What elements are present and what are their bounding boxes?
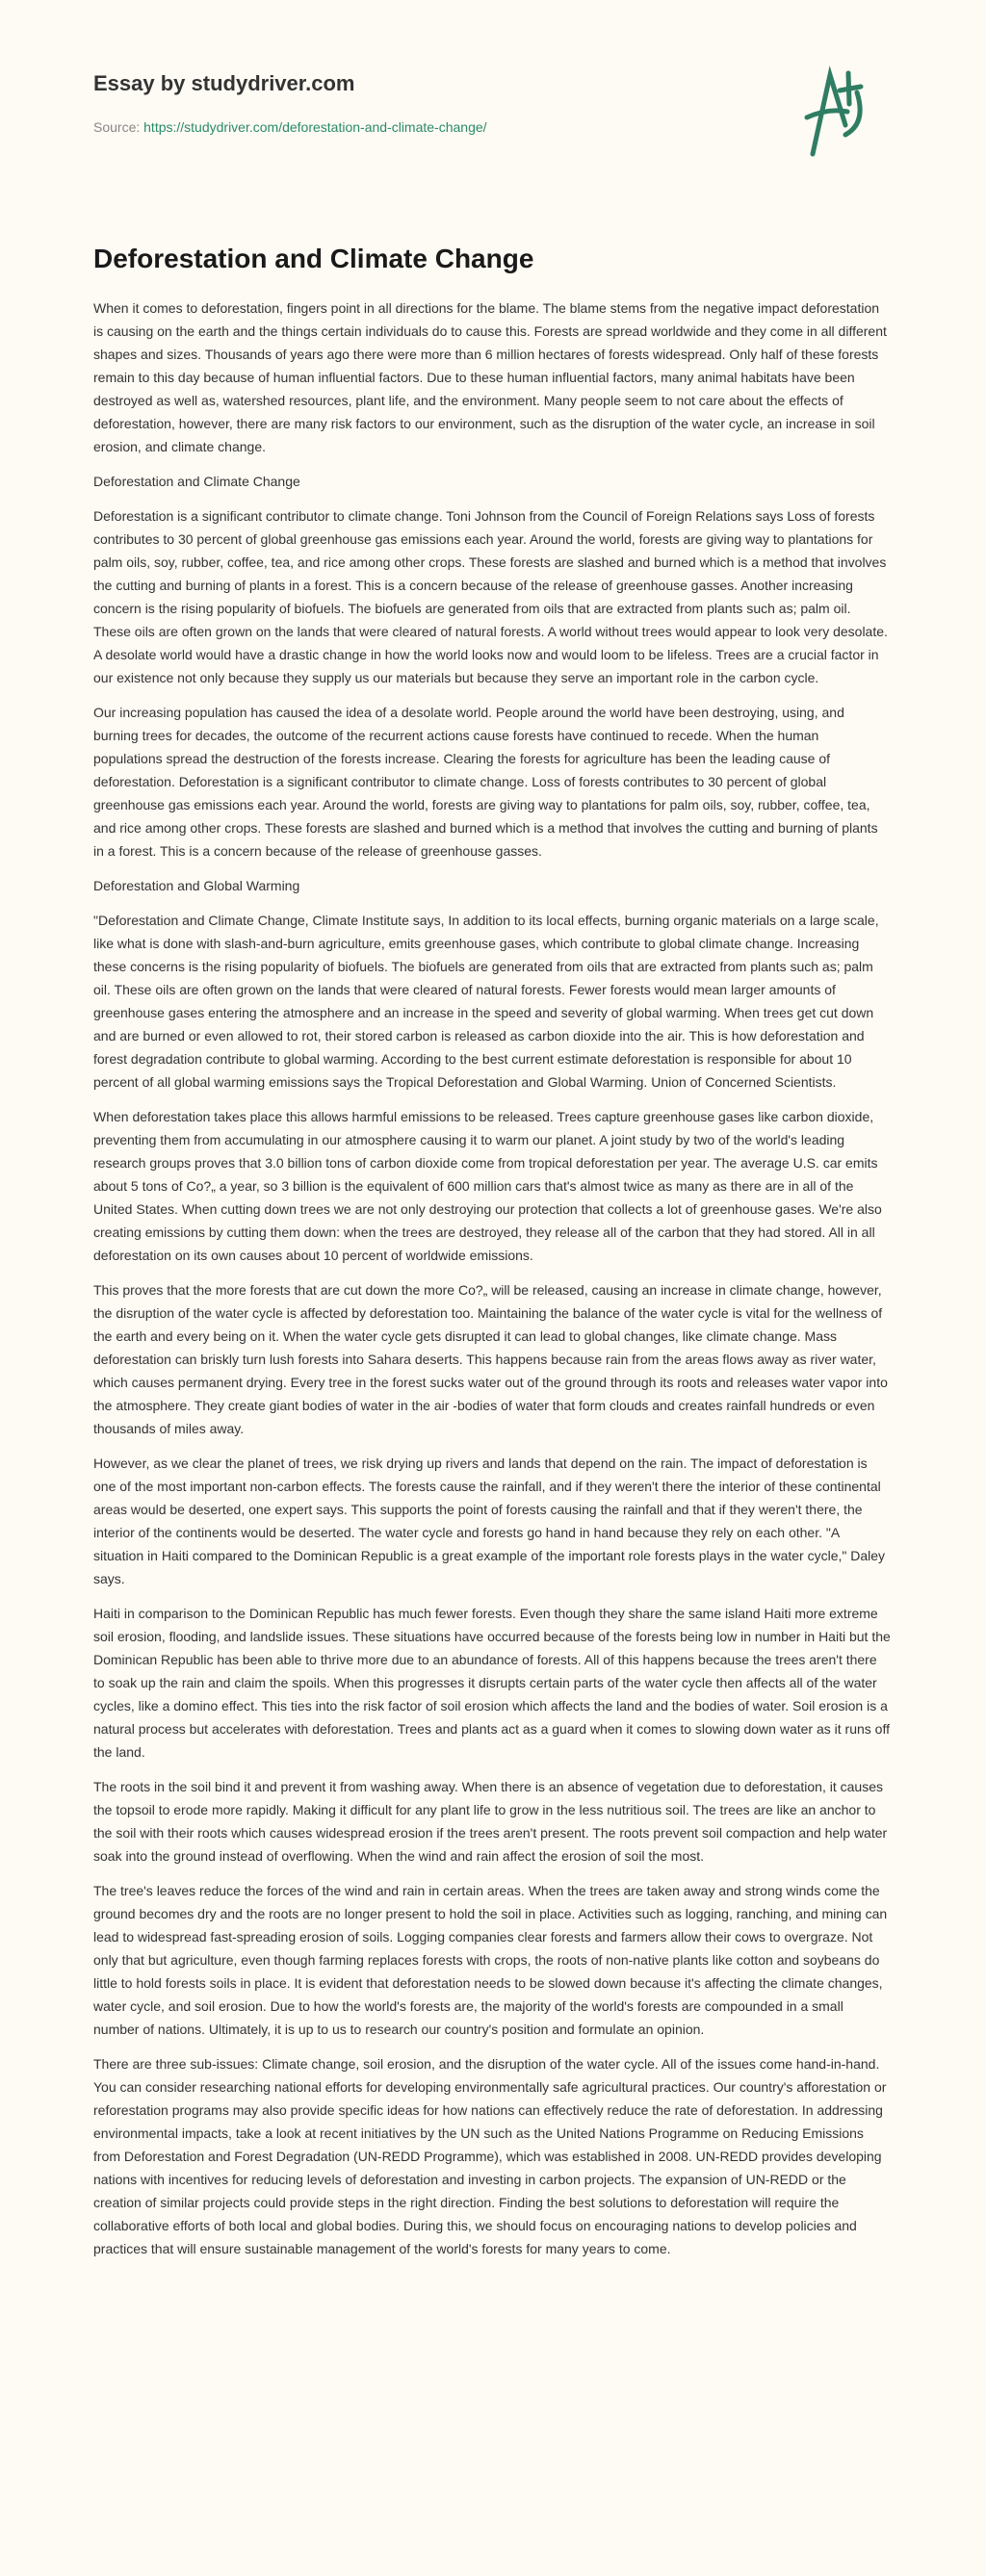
paragraph: Our increasing population has caused the idea of a desolate world. People around the world have been destroying, using, and burning trees for decades, the outcome of the recurrent actions cause forests have continued to recede. When the human populations spread the destruction of the forests increase. Clearing the forests for agriculture has been the leading cause of deforestation. Deforestation is a significant contributor to climate change. Loss of forests contributes to 30 percent of global greenhouse gas emissions each year. Around the world, forests are giving way to plantations for palm oils, soy, rubber, coffee, tea, and rice among other crops. These forests are slashed and burned which is a method that involves the cutting and burning of plants in a forest. This is a concern because of the release of greenhouse gasses. <box>93 705 878 859</box>
paragraph: The roots in the soil bind it and prevent it from washing away. When there is an absence of vegetation due to deforestation, it causes the topsoil to erode more rapidly. Making it difficult for any plant life to grow in the less nutritious soil. The trees are like an anchor to the soil with their roots which causes widespread erosion if the trees aren't present. The roots prevent soil compaction and help water soak into the ground instead of overflowing. When the wind and rain affect the erosion of soil the most. <box>93 1779 888 1864</box>
source-line <box>93 119 487 135</box>
paragraph: However, as we clear the planet of trees, we risk drying up rivers and lands that depend on the rain. The impact of deforestation is one of the most important non-carbon effects. The forests cause the rainfall, and if they weren't there the interior of these continental areas would be deserted, one expert says. This supports the point of forests causing the rainfall and that if they weren't there, the interior of the continents would be deserted. The water cycle and forests go hand in hand because they rely on each other. "A situation in Haiti compared to the Dominican Republic is a great example of the important role forests plays in the water cycle," Daley says. <box>93 1455 886 1586</box>
essay-content <box>0 243 986 2260</box>
page-header <box>0 0 986 212</box>
paragraph: Haiti in comparison to the Dominican Republic has much fewer forests. Even though they share the same island Haiti more extreme soil erosion, flooding, and landslide issues. These situations have occurred because of the forests being low in number in Haiti but the Dominican Republic has been able to thrive more due to an abundance of forests. All of this happens because the trees aren't there to soak up the rain and claim the spoils. When this progresses it disrupts certain parts of the water cycle then affects all of the water cycles, like a domino effect. This ties into the risk factor of soil erosion which affects the land and the bodies of water. Soil erosion is a natural process but accelerates with deforestation. Trees and plants act as a guard when it comes to slowing down water as it runs off the land. <box>93 1606 891 1760</box>
section-subheading: Deforestation and Global Warming <box>93 878 300 893</box>
site-brand: Essay by studydriver.com <box>93 71 355 95</box>
paragraph: The tree's leaves reduce the forces of the wind and rain in certain areas. When the trees are taken away and strong winds come the ground becomes dry and the roots are no longer present to hold the soil in place. Activities such as logging, ranching, and mining can lead to widespread fast-spreading erosion of soils. Logging companies clear forests and farmers allow their cows to overgraze. Not only that but agriculture, even though farming replaces forests with crops, the roots of non-native plants like cotton and soybeans do little to hold forests soils in place. It is evident that deforestation needs to be slowed down because it's affecting the climate changes, water cycle, and soil erosion. Due to how the world's forests are, the majority of the world's forests are compounded in a small number of nations. Ultimately, it is up to us to research our country's position and formulate an opinion. <box>93 1883 888 2037</box>
paragraph: "Deforestation and Climate Change, Climate Institute says, In addition to its local effects, burning organic materials on a large scale, like what is done with slash-and-burn agriculture, emits greenhouse gases, which contribute to global climate change. Increasing these concerns is the rising popularity of biofuels. The biofuels are generated from oils that are extracted from plants such as; palm oil. These oils are often grown on the lands that were cleared of natural forests. Fewer forests would mean larger amounts of greenhouse gases entering the atmosphere and an increase in the speed and severity of global warming. When trees get cut down and are burned or even allowed to rot, their stored carbon is released as carbon dioxide into the air. This is how deforestation and forest degradation contribute to global warming. According to the best current estimate deforestation is responsible for about 10 percent of all global warming emissions says the Tropical Deforestation and Global Warming. Union of Concerned Scientists. <box>93 913 879 1090</box>
paragraph: When deforestation takes place this allows harmful emissions to be released. Trees capture greenhouse gases like carbon dioxide, preventing them from accumulating in our atmosphere causing it to warm our planet. A joint study by two of the world's leading research groups proves that 3.0 billion tons of carbon dioxide come from tropical deforestation per year. The average U.S. car emits about 5 tons of Co?„ a year, so 3 billion is the equivalent of 600 million cars that's almost twice as many as there are in all of the United States. When cutting down trees we are not only destroying our protection that collects a lot of greenhouse gases. We're also creating emissions by cutting them down: when the trees are destroyed, they release all of the carbon that they had stored. All in all deforestation on its own causes about 10 percent of worldwide emissions. <box>93 1109 882 1263</box>
essay-title: Deforestation and Climate Change <box>93 244 534 273</box>
source-label: Source: <box>93 119 144 135</box>
paragraph: When it comes to deforestation, fingers point in all directions for the blame. The blame stems from the negative impact deforestation is causing on the earth and the things certain individuals do to cause this. Forests are spread worldwide and they come in all different shapes and sizes. Thousands of years ago there were more than 6 million hectares of forests widespread. Only half of these forests remain to this day because of human influential factors. Due to these human influential factors, many animal habitats have been destroyed as well as, watershed resources, plant life, and the environment. Many people seem to not care about the effects of deforestation, however, there are many risk factors to our environment, such as the disruption of the water cycle, an increase in soil erosion, and climate change. <box>93 300 887 454</box>
a-plus-logo-icon <box>790 65 886 162</box>
paragraph: Deforestation is a significant contributor to climate change. Toni Johnson from the Council of Foreign Relations says Loss of forests contributes to 30 percent of global greenhouse gas emissions each year. Around the world, forests are giving way to plantations for palm oils, soy, rubber, coffee, tea, and rice among other crops. These forests are slashed and burned which is a method that involves the cutting and burning of plants in a forest. This is a concern because of the release of greenhouse gasses. Another increasing concern is the rising popularity of biofuels. The biofuels are generated from oils that are extracted from plants such as; palm oil. These oils are often grown on the lands that were cleared of natural forests. A world without trees would appear to look very desolate. A desolate world would have a drastic change in how the world looks now and would loom to be lifeless. Trees are a crucial factor in our existence not only because they supply us our materials but because they serve an important role in the carbon cycle. <box>93 508 888 685</box>
paragraph: This proves that the more forests that are cut down the more Co?„ will be released, causing an increase in climate change, however, the disruption of the water cycle is affected by deforestation too. Maintaining the balance of the water cycle is vital for the wellness of the earth and every being on it. When the water cycle gets disrupted it can lead to global changes, like climate change. Mass deforestation can briskly turn lush forests into Sahara deserts. This happens because rain from the areas flows away as river water, which causes permanent drying. Every tree in the forest sucks water out of the ground through its roots and releases water vapor into the atmosphere. They create giant bodies of water in the air -bodies of water that form clouds and creates rainfall hundreds or even thousands of miles away. <box>93 1282 888 1436</box>
section-subheading: Deforestation and Climate Change <box>93 474 300 489</box>
paragraph: There are three sub-issues: Climate change, soil erosion, and the disruption of the water cycle. All of the issues come hand-in-hand. You can consider researching national efforts for developing environmentally safe agricultural practices. Our country's afforestation or reforestation programs may also provide specific ideas for how nations can effectively reduce the rate of deforestation. In addressing environmental impacts, take a look at recent initiatives by the UN such as the United Nations Programme on Reducing Emissions from Deforestation and Forest Degradation (UN-REDD Programme), which was established in 2008. UN-REDD provides developing nations with incentives for reducing levels of deforestation and investing in carbon projects. The expansion of UN-REDD or the creation of similar projects could provide steps in the right direction. Finding the best solutions to deforestation will require the collaborative efforts of both local and global bodies. During this, we should focus on encouraging nations to develop policies and practices that will ensure sustainable management of the world's forests for many years to come. <box>93 2056 887 2256</box>
source-link[interactable]: https://studydriver.com/deforestation-and-climate-change/ <box>143 119 487 135</box>
